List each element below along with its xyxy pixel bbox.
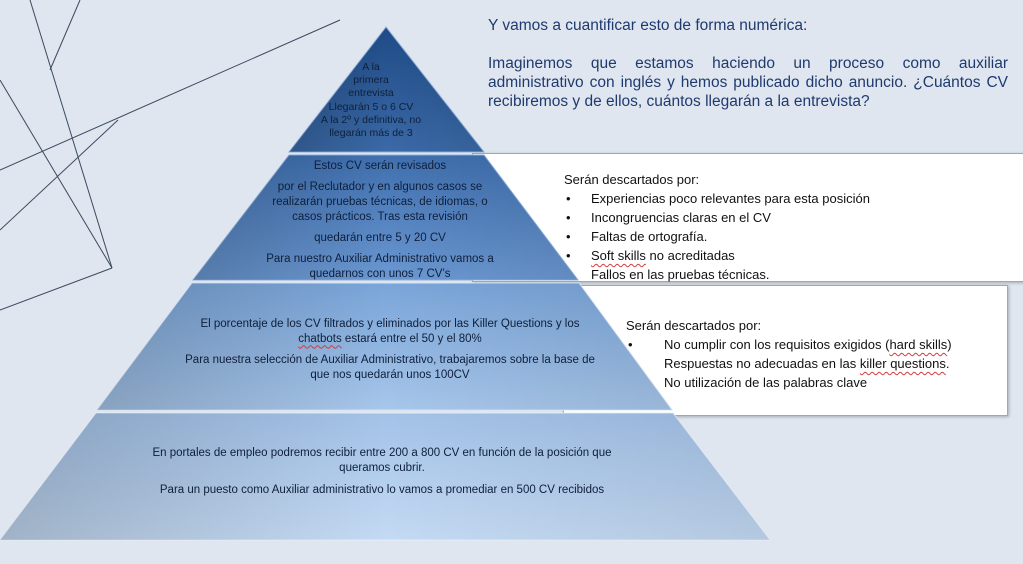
callout2-item-text: No cumplir con los requisitos exigidos ( [664, 337, 890, 352]
callout2-item-text: Respuestas no adecuadas en las [664, 356, 860, 371]
tier-2-para: por el Reclutador y en algunos casos se realizarán pruebas técnicas, de idiomas, o casos prácticos. Tras esta revisión [272, 181, 488, 223]
callout1-label: Serán descartados por: [564, 172, 700, 187]
soft-skills-term: Soft skills [591, 248, 646, 263]
hard-skills-term: hard skills [889, 337, 948, 352]
callout1-item: • Experiencias poco relevantes para esta posición [564, 189, 870, 208]
tier-top-line: A la [362, 61, 380, 73]
tier-top-line: Llegarán 5 o 6 CV [328, 100, 414, 113]
tier-4-para: Para un puesto como Auxiliar administrativo lo vamos a promediar en 500 CV recibidos [159, 484, 605, 496]
callout2-item-text: . [945, 356, 950, 371]
tier-4-para: En portales de empleo podremos recibir entre 200 a 800 CV en función de la posición que queramos cubrir. [152, 447, 612, 474]
tier-top-text [296, 61, 446, 140]
tier-2-text [258, 159, 502, 282]
tier-top-line: entrevista [348, 87, 394, 100]
tier-2-para: quedarán entre 5 y 20 CV [314, 232, 446, 244]
tier-2-para: Para nuestro Auxiliar Administrativo vamos a quedarnos con unos 7 CV’s [266, 253, 494, 280]
tier-3-text-run: El porcentaje de los CV filtrados y eliminados por las Killer Questions y los [200, 318, 580, 330]
tier-2-para: Estos CV serán revisados [313, 160, 447, 172]
tier-3-para: Para nuestra selección de Auxiliar Administrativo, trabajaremos sobre la base de que nos quedarán unos 100CV [185, 354, 595, 381]
callout2-item: • No utilización de las palabras clave [626, 373, 952, 392]
intro-body: Imaginemos que estamos haciendo un proceso como auxiliar administrativo con inglés y hemos publicado dicho anuncio. ¿Cuántos CV recibiremos y de ellos, cuántos llegarán a la entrevista? [488, 55, 1008, 110]
tier-3-para [178, 317, 602, 346]
chatbots-term: chatbots [298, 332, 342, 345]
killer-questions-term: killer questions [859, 356, 946, 371]
callout1-item: • Incongruencias claras en el CV [564, 208, 870, 227]
tier-3-text-run: estará entre el 50 y el 80% [341, 332, 482, 345]
callout2-label: Serán descartados por: [626, 318, 762, 333]
callout1-item-rest: no acreditadas [645, 248, 735, 263]
callout2-item-text: ) [947, 337, 952, 352]
tier-top-line: A la 2º y definitiva, no [320, 113, 422, 126]
tier-3-text [178, 317, 602, 382]
tier-top-line: primera [353, 74, 389, 87]
tier-4-text [140, 446, 624, 498]
callout1-item: • Fallos en las pruebas técnicas. [564, 265, 870, 284]
callout1-item: • Faltas de ortografía. [564, 227, 870, 246]
tier-top-line: llegarán más de 3 [329, 127, 413, 140]
intro-heading: Y vamos a cuantificar esto de forma numérica: [488, 17, 808, 34]
